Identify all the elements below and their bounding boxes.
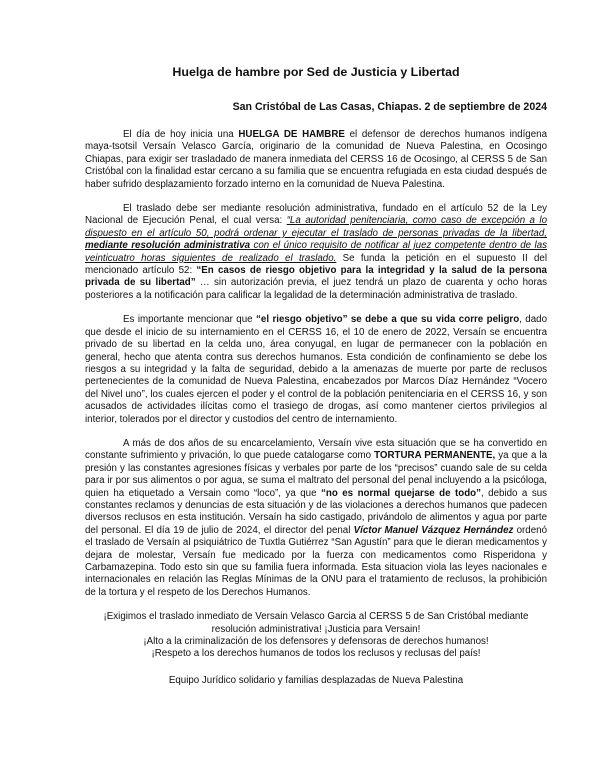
dateline: San Cristóbal de Las Casas, Chiapas. 2 de septiembre de 2024 (232, 101, 547, 113)
quote-not-normal: “no es normal quejarse de todo” (320, 487, 481, 499)
emphasis-administrative-resolution: mediante resolución administrativa (85, 240, 251, 252)
demand-respect-rights: ¡Respeto a los derechos humanos de todos los reclusos y reclusas del país! (151, 648, 481, 660)
document-page (85, 64, 547, 687)
demand-stop-criminalization: ¡Alto a la criminalización de los defensores y defensoras de derechos humanos! (143, 636, 489, 648)
director-name: Víctor Manuel Vázquez Hernández (353, 524, 514, 536)
emphasis-permanent-torture: TORTURA PERMANENTE, (374, 450, 496, 462)
paragraph-legal-basis: El traslado debe ser mediante resolución administrativa, fundado en el artículo 52 de la Ley Nacional de Ejecución Penal, el cual versa: “La autoridad penitenciaria, como caso de excepción a lo dispuesto en el artículo 50, podrá ordenar y ejecutar el traslado de personas privadas de la libertad, mediante resolución administrativa con el único requisito de notificar al juez competente dentro de las veinticuatro horas siguientes de realizado el traslado. Se funda la petición en el supuesto II del mencionado artículo 52: “En casos de riesgo objetivo para la integridad y la salud de la persona privada de su libertad” … sin autorización previa, el juez tendrá un plazo de cuarenta y ocho horas posteriores a la notificación para calificar la legalidad de la determinación administrativa de traslado. (85, 203, 547, 301)
paragraph-objective-risk: Es importante mencionar que “el riesgo objetivo” se debe a que su vida corre peligro, dado que desde el inicio de su internamiento en el CERSS 16, el 10 de enero de 2022, Versaín se encuentra privado de su libertad en la celda uno, área conyugal, en lugar de permanecer con la población en general, hecho que atenta contra sus derechos humanos. Esta condición de confinamiento se debe los riesgos a su integridad y la falta de seguridad, debido a la amenazas de muerte por parte de reclusos pertenecientes de la comunidad de Nueva Palestina, encabezados por Marcos Díaz Hernández “Vocero del Nivel uno”, los cuales ejercen el poder y el control de la población penitenciaria en el CERSS 16, y son acusados de actividades ilícitas como el trasiego de drogas, así como mantener ciertos privilegios al interior, tolerados por el director y custodios del centro de internamiento. (85, 314, 548, 425)
quote-article-52: “La autoridad penitenciaria, como caso de excepción a lo dispuesto en el artículo 50, podrá ordenar y ejecutar el traslado de personas privadas de la libertad, (85, 215, 547, 239)
emphasis-hunger-strike: HUELGA DE HAMBRE (238, 129, 345, 140)
quote-objective-risk: “En casos de riesgo objetivo para la integridad y la salud de la persona privada de su libertad” (85, 265, 547, 289)
paragraph-hunger-strike: El día de hoy inicia una HUELGA DE HAMBRE el defensor de derechos humanos indígena maya-tsotsil Versaín Velasco García, originario de la comunidad de Nueva Palestina, en Ocosingo Chiapas, para exigir ser trasladado de manera inmediata del CERSS 16 de Ocosingo, al CERSS 5 de San Cristóbal con la finalidad estar cercano a su familia que se encuentra refugiada en esta ciudad después de haber sufrido desplazamiento forzado interno en la comunidad de Nueva Palestina. (85, 129, 547, 190)
emphasis-life-in-danger: “el riesgo objetivo” se debe a que su vida corre peligro (256, 314, 520, 326)
signature: Equipo Jurídico solidario y familias desplazadas de Nueva Palestina (168, 674, 464, 686)
paragraph-permanent-torture: A más de dos años de su encarcelamiento, Versaín vive esta situación que se ha convertido en constante sufrimiento y privación, lo que puede catalogarse como TORTURA PERMANENTE, ya que a la presión y las constantes agresiones físicas y verbales por parte de los “precisos” cuando sale de su celda para ir por sus alimentos o por agua, se suma el maltrato del personal del penal incluyendo a la psicóloga, quien ha etiquetado a Versain como “loco”, ya que “no es normal quejarse de todo”, debido a sus constantes reclamos y denuncias de esta situación y de las violaciones a derechos humanos que padecen diversos reclusos en esta institución. Versaín ha sido castigado, privándolo de alimentos y agua por parte del personal. El día 19 de julio de 2024, el director del penal Víctor Manuel Vázquez Hernández ordenó el traslado de Versaín al psiquiátrico de Tuxtla Gutiérrez “San Agustín” para que le dieran medicamentos y dejara de molestar, Versaín fue medicado por la fuerza con medicamentos como Risperidona y Carbamazepina. Todo esto sin que su familia fuera informada. Esta situacion viola las leyes nacionales e internacionales en relación las Reglas Mínimas de la ONU para el tratamiento de reclusos, la prohibición de la tortura y el respeto de los Derechos Humanos. (85, 437, 547, 598)
document-title: Huelga de hambre por Sed de Justicia y Libertad (172, 65, 460, 79)
demand-transfer: ¡Exigimos el traslado inmediato de Versain Velasco Garcia al CERSS 5 de San Cristóbal mediante resolución administrativa! ¡Justicia para Versain! (103, 611, 529, 635)
closing-demands (85, 611, 547, 661)
